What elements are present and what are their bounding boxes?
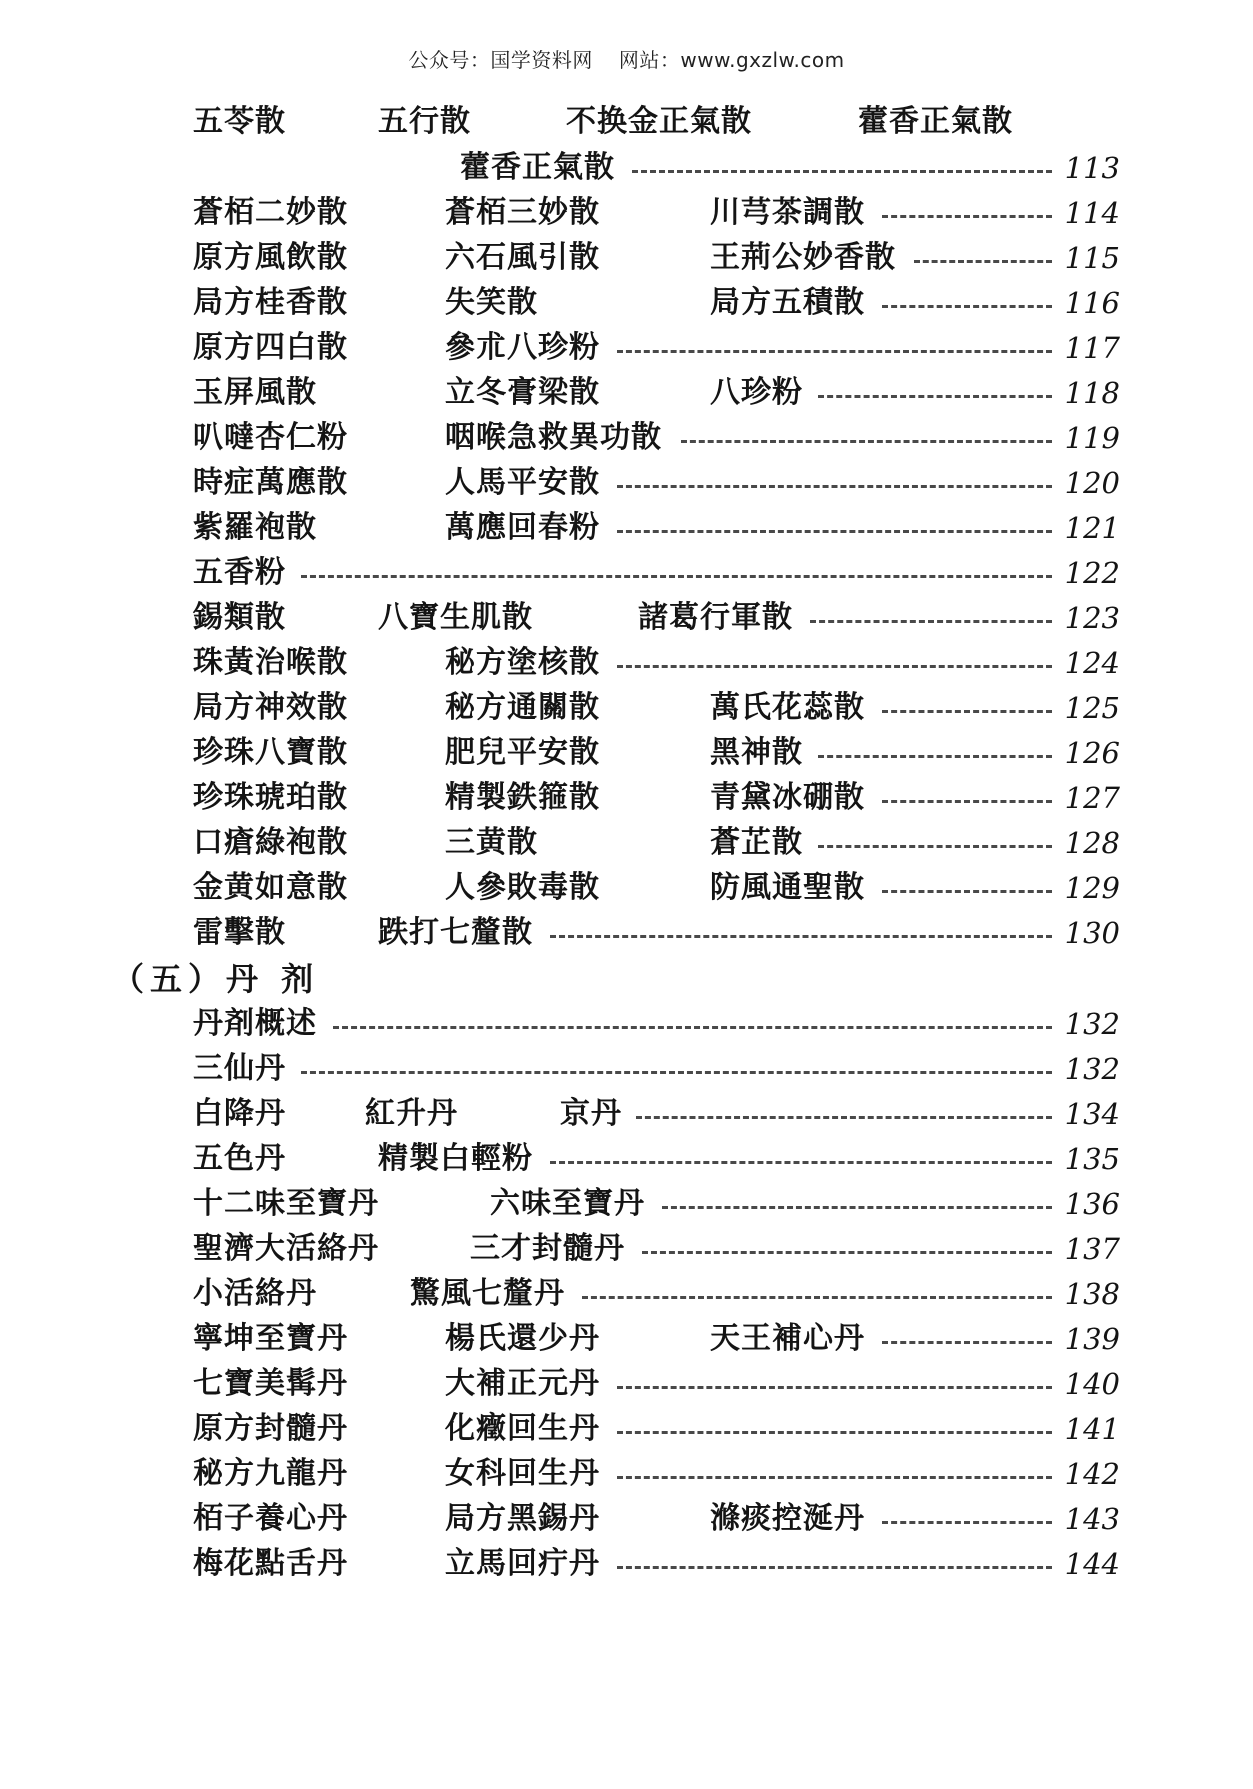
dot-leader: [617, 350, 1052, 353]
toc-row: [0, 191, 1253, 235]
toc-entry-title: 跌打七釐散: [378, 915, 533, 950]
toc-page-number: 118: [1064, 376, 1120, 410]
toc-row: [0, 1137, 1253, 1181]
toc-entry-title: 防風通聖散: [710, 870, 865, 905]
toc-page-number: 129: [1064, 871, 1120, 905]
toc-entry-title: 秘方通關散: [445, 690, 600, 725]
toc-page-number: 130: [1064, 916, 1120, 950]
toc-entry-title: 不换金正氣散: [566, 104, 752, 139]
toc-entry-title: 紅升丹: [365, 1096, 458, 1131]
toc-entry-title: 蒼栢二妙散: [193, 195, 348, 230]
toc-row: [0, 100, 1253, 144]
toc-entry-title: 局方神效散: [193, 690, 348, 725]
dot-leader: [617, 1386, 1052, 1389]
toc-row: [0, 326, 1253, 370]
toc-page-number: 121: [1064, 511, 1120, 545]
dot-leader: [617, 1431, 1052, 1434]
dot-leader: [882, 305, 1052, 308]
toc-entry-title: 蒼栢三妙散: [445, 195, 600, 230]
toc-entry-title: 寧坤至寶丹: [193, 1321, 348, 1356]
toc-page-number: 124: [1064, 646, 1120, 680]
toc-entry-title: 化癥回生丹: [445, 1411, 600, 1446]
dot-leader: [617, 530, 1052, 533]
toc-entry-title: 王荊公妙香散: [710, 240, 896, 275]
toc-entry-title: 人參敗毒散: [445, 870, 600, 905]
toc-entry-title: 參朮八珍粉: [445, 330, 600, 365]
toc-entry-title: 局方桂香散: [193, 285, 348, 320]
toc-entry-title: 黑神散: [710, 735, 803, 770]
dot-leader: [582, 1296, 1052, 1299]
toc-row: [0, 551, 1253, 595]
toc-page-number: 141: [1064, 1412, 1120, 1446]
toc-entry-title: 天王補心丹: [710, 1321, 865, 1356]
toc-row: [0, 1002, 1253, 1046]
toc-page-number: 116: [1064, 286, 1120, 320]
toc-entry-title: 川芎茶調散: [710, 195, 865, 230]
toc-entry-title: 女科回生丹: [445, 1456, 600, 1491]
toc-entry-title: 人馬平安散: [445, 465, 600, 500]
toc-page-number: 144: [1064, 1547, 1120, 1581]
toc-entry-title: 驚風七釐丹: [410, 1276, 565, 1311]
toc-entry-title: 藿香正氣散: [858, 104, 1013, 139]
toc-entry-title: 聖濟大活絡丹: [193, 1231, 379, 1266]
toc-row: [0, 731, 1253, 775]
dot-leader: [550, 935, 1052, 938]
toc-page-number: 128: [1064, 826, 1120, 860]
toc-entry-title: 十二味至寶丹: [193, 1186, 379, 1221]
dot-leader: [882, 710, 1052, 713]
toc-row: [0, 911, 1253, 955]
toc-entry-title: 七寶美髯丹: [193, 1366, 348, 1401]
toc-row: [0, 461, 1253, 505]
toc-entry-title: 栢子養心丹: [193, 1501, 348, 1536]
toc-entry-title: 立冬膏梁散: [445, 375, 600, 410]
dot-leader: [617, 485, 1052, 488]
toc-entry-title: 咽喉急救異功散: [445, 420, 662, 455]
toc-page-number: 120: [1064, 466, 1120, 500]
toc-row: [0, 1092, 1253, 1136]
toc-entry-title: 諸葛行軍散: [638, 600, 793, 635]
toc-entry-title: 秘方塗核散: [445, 645, 600, 680]
dot-leader: [642, 1251, 1052, 1254]
toc-row: [0, 1407, 1253, 1451]
toc-page-number: 136: [1064, 1187, 1120, 1221]
toc-entry-title: 大補正元丹: [445, 1366, 600, 1401]
toc-entry-title: 五行散: [378, 104, 471, 139]
toc-entry-title: 五色丹: [193, 1141, 286, 1176]
dot-leader: [662, 1206, 1052, 1209]
toc-entry-title: 藿香正氣散: [460, 150, 615, 185]
section-heading: （五）丹 剂: [112, 960, 320, 998]
toc-page-number: 139: [1064, 1322, 1120, 1356]
toc-entry-title: 精製鉄箍散: [445, 780, 600, 815]
toc-entry-title: 珍珠八寶散: [193, 735, 348, 770]
toc-entry-title: 金黄如意散: [193, 870, 348, 905]
toc-entry-title: 青黛冰硼散: [710, 780, 865, 815]
toc-page-number: 132: [1064, 1007, 1120, 1041]
toc-entry-title: 萬應回春粉: [445, 510, 600, 545]
toc-entry-title: 楊氏還少丹: [445, 1321, 600, 1356]
toc-row: [0, 236, 1253, 280]
toc-page-number: 127: [1064, 781, 1120, 815]
toc-entry-title: 原方四白散: [193, 330, 348, 365]
toc-entry-title: 梅花點舌丹: [193, 1546, 348, 1581]
toc-row: [0, 506, 1253, 550]
toc-page-number: 140: [1064, 1367, 1120, 1401]
toc-entry-title: 口瘡綠袍散: [193, 825, 348, 860]
toc-page-number: 138: [1064, 1277, 1120, 1311]
toc-page-number: 142: [1064, 1457, 1120, 1491]
dot-leader: [333, 1026, 1052, 1029]
toc-page-number: 134: [1064, 1097, 1120, 1131]
dot-leader: [914, 260, 1052, 263]
toc-row: [0, 1317, 1253, 1361]
toc-row: [0, 1542, 1253, 1586]
toc-row: [0, 281, 1253, 325]
toc-entry-title: 紫羅袍散: [193, 510, 317, 545]
toc-page-number: 114: [1064, 196, 1120, 230]
toc-page-number: 123: [1064, 601, 1120, 635]
toc-page-number: 113: [1064, 151, 1120, 185]
toc-row: [0, 146, 1253, 190]
dot-leader: [882, 215, 1052, 218]
toc-entry-title: 叭噠杏仁粉: [193, 420, 348, 455]
toc-page-number: 132: [1064, 1052, 1120, 1086]
dot-leader: [617, 1566, 1052, 1569]
toc-entry-title: 雷擊散: [193, 915, 286, 950]
toc-row: [0, 1182, 1253, 1226]
toc-entry-title: 六石風引散: [445, 240, 600, 275]
toc-page-number: 115: [1064, 241, 1120, 275]
dot-leader: [617, 1476, 1052, 1479]
toc-page-number: 125: [1064, 691, 1120, 725]
toc-entry-title: 滌痰控涎丹: [710, 1501, 865, 1536]
toc-page-number: 117: [1064, 331, 1120, 365]
toc-entry-title: 六味至寶丹: [490, 1186, 645, 1221]
dot-leader: [301, 575, 1052, 578]
toc-entry-title: 時症萬應散: [193, 465, 348, 500]
toc-entry-title: 原方封髓丹: [193, 1411, 348, 1446]
toc-row: [0, 596, 1253, 640]
dot-leader: [550, 1161, 1052, 1164]
toc-entry-title: 蒼芷散: [710, 825, 803, 860]
dot-leader: [818, 755, 1052, 758]
toc-row: [0, 821, 1253, 865]
toc-entry-title: 珍珠琥珀散: [193, 780, 348, 815]
toc-entry-title: 三才封髓丹: [470, 1231, 625, 1266]
toc-entry-title: 五香粉: [193, 555, 286, 590]
toc-row: [0, 1047, 1253, 1091]
toc-entry-title: 八寶生肌散: [378, 600, 533, 635]
toc-page-number: 122: [1064, 556, 1120, 590]
toc-entry-title: 錫類散: [193, 600, 286, 635]
toc-entry-title: 京丹: [560, 1096, 622, 1131]
dot-leader: [632, 170, 1052, 173]
toc-entry-title: 局方五積散: [710, 285, 865, 320]
dot-leader: [882, 1341, 1052, 1344]
toc-row: [0, 1272, 1253, 1316]
header-website: 网站：www.gxzlw.com: [618, 48, 845, 72]
toc-row: [0, 641, 1253, 685]
toc-row: [0, 686, 1253, 730]
toc-page-number: 143: [1064, 1502, 1120, 1536]
toc-entry-title: 三黄散: [445, 825, 538, 860]
dot-leader: [617, 665, 1052, 668]
toc-row: [0, 371, 1253, 415]
toc-row: [0, 416, 1253, 460]
toc-entry-title: 秘方九龍丹: [193, 1456, 348, 1491]
toc-page-number: 126: [1064, 736, 1120, 770]
toc-entry-title: 白降丹: [193, 1096, 286, 1131]
toc-entry-title: 小活絡丹: [193, 1276, 317, 1311]
toc-entry-title: 三仙丹: [193, 1051, 286, 1086]
toc-row: [0, 866, 1253, 910]
toc-entry-title: 五苓散: [193, 104, 286, 139]
toc-row: [0, 1497, 1253, 1541]
toc-page-number: 137: [1064, 1232, 1120, 1266]
dot-leader: [882, 1521, 1052, 1524]
dot-leader: [810, 620, 1052, 623]
dot-leader: [882, 800, 1052, 803]
dot-leader: [882, 890, 1052, 893]
dot-leader: [818, 395, 1052, 398]
dot-leader: [636, 1116, 1052, 1119]
dot-leader: [818, 845, 1052, 848]
dot-leader: [681, 440, 1052, 443]
toc-page-number: 135: [1064, 1142, 1120, 1176]
toc-entry-title: 失笑散: [445, 285, 538, 320]
toc-page-number: 119: [1064, 421, 1120, 455]
toc-entry-title: 肥兒平安散: [445, 735, 600, 770]
header-account: 公众号：国学资料网: [408, 48, 593, 72]
toc-entry-title: 原方風飲散: [193, 240, 348, 275]
toc-entry-title: 珠黃治喉散: [193, 645, 348, 680]
toc-row: [0, 1362, 1253, 1406]
toc-entry-title: 八珍粉: [710, 375, 803, 410]
toc-entry-title: 局方黑錫丹: [445, 1501, 600, 1536]
toc-entry-title: 萬氏花蕊散: [710, 690, 865, 725]
toc-row: [0, 1452, 1253, 1496]
toc-entry-title: 立馬回疔丹: [445, 1546, 600, 1581]
toc-row: [0, 776, 1253, 820]
toc-entry-title: 丹剤概述: [193, 1006, 317, 1041]
dot-leader: [301, 1071, 1052, 1074]
toc-row: [0, 1227, 1253, 1271]
toc-entry-title: 精製白輕粉: [378, 1141, 533, 1176]
toc-entry-title: 玉屏風散: [193, 375, 317, 410]
